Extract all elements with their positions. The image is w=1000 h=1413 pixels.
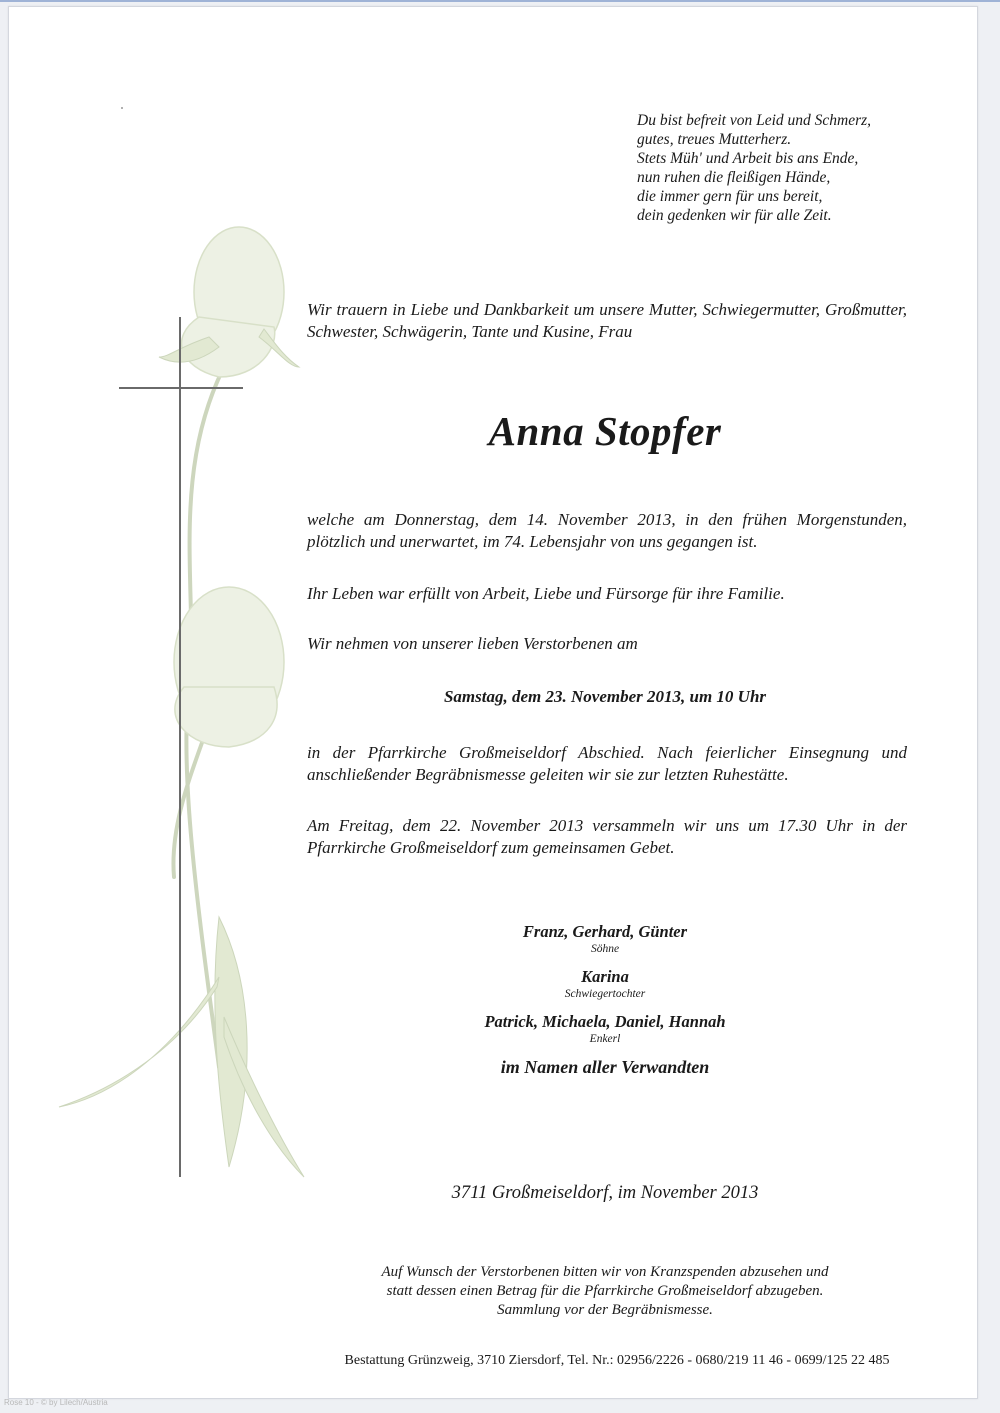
- mourner-role: Söhne: [590, 943, 620, 955]
- poem-line: dein gedenken wir für alle Zeit.: [637, 207, 832, 224]
- mourner-role: Enkerl: [589, 1033, 621, 1045]
- prayer-text: Am Freitag, dem 22. November 2013 versammeln wir uns um 17.30 Uhr in der Pfarrkirche Großmeiseldorf zum gemeinsamen Gebet.: [307, 816, 907, 857]
- mourner-role: Schwiegertochter: [564, 988, 646, 1000]
- wish-line: Auf Wunsch der Verstorbenen bitten wir von Kranzspenden abzusehen und: [381, 1264, 829, 1280]
- mourning-intro: Wir trauern in Liebe und Dankbarkeit um unsere Mutter, Schwiegermutter, Großmutter, Schwester, Schwägerin, Tante und Kusine, Frau: [307, 300, 907, 341]
- poem-line: gutes, treues Mutterherz.: [637, 131, 792, 148]
- cross-horizontal-line: [119, 387, 243, 389]
- poem-line: die immer gern für uns bereit,: [637, 188, 823, 205]
- death-notice: welche am Donnerstag, dem 14. November 2013, in den frühen Morgenstunden, plötzlich und unerwartet, im 74. Lebensjahr von uns gegangen ist.: [307, 510, 907, 551]
- deceased-name: Anna Stopfer: [488, 408, 722, 454]
- life-text: Ihr Leben war erfüllt von Arbeit, Liebe und Fürsorge für ihre Familie.: [307, 584, 785, 603]
- memorial-poem: [637, 111, 937, 225]
- wish-line: statt dessen einen Betrag für die Pfarrkirche Großmeiseldorf abzugeben.: [386, 1283, 824, 1299]
- funeral-home-footer: Bestattung Grünzweig, 3710 Ziersdorf, Tel. Nr.: 02956/2226 - 0680/219 11 46 - 0699/125 22 485: [344, 1353, 890, 1368]
- top-edge-line: [0, 0, 1000, 2]
- obituary-card: [8, 6, 978, 1399]
- mourners-list: [305, 922, 905, 1078]
- all-relatives: im Namen aller Verwandten: [500, 1057, 710, 1077]
- scan-speck: [121, 107, 123, 109]
- mourner-names: Franz, Gerhard, Günter: [522, 922, 688, 941]
- place-date: 3711 Großmeiseldorf, im November 2013: [451, 1183, 759, 1203]
- funeral-date: Samstag, dem 23. November 2013, um 10 Uhr: [443, 687, 767, 706]
- funeral-text: in der Pfarrkirche Großmeiseldorf Abschied. Nach feierlicher Einsegnung und anschließender Begräbnismesse geleiten wir sie zur letzten Ruhestätte.: [307, 743, 907, 784]
- mourner-names: Karina: [581, 967, 629, 986]
- copyright-note: Rose 10 - © by Lilech/Austria: [4, 1398, 108, 1407]
- poem-line: Du bist befreit von Leid und Schmerz,: [637, 112, 872, 129]
- mourner-names: Patrick, Michaela, Daniel, Hannah: [484, 1012, 726, 1031]
- wish-line: Sammlung vor der Begräbnismesse.: [497, 1302, 713, 1318]
- poem-line: nun ruhen die fleißigen Hände,: [637, 169, 831, 186]
- cross-vertical-line: [179, 317, 181, 1177]
- poem-line: Stets Müh' und Arbeit bis ans Ende,: [637, 150, 859, 167]
- farewell-intro: Wir nehmen von unserer lieben Verstorbenen am: [307, 634, 638, 653]
- donation-wish: [305, 1263, 905, 1320]
